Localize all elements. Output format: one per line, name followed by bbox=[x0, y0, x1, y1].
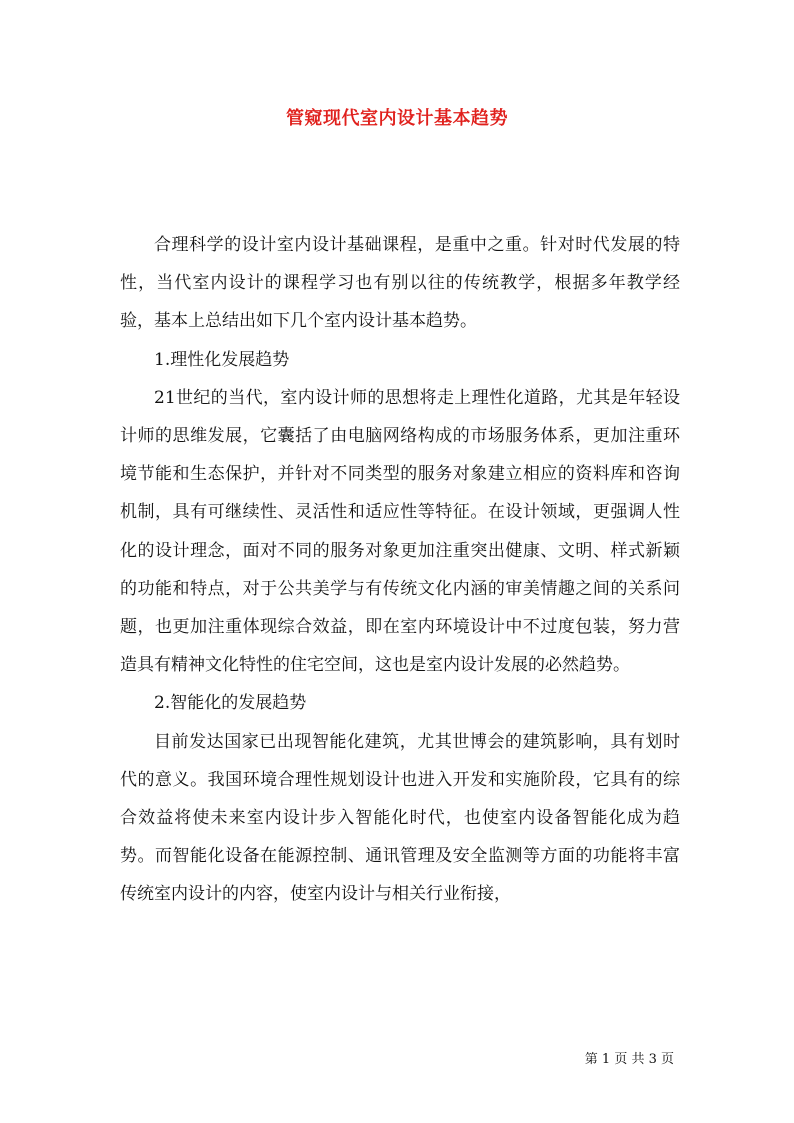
document-title: 管窥现代室内设计基本趋势 bbox=[286, 108, 508, 129]
paragraph-intro: 合理科学的设计室内设计基础课程，是重中之重。针对时代发展的特性，当代室内设计的课程学习也有别以往的传统教学，根据多年教学经验，基本上总结出如下几个室内设计基本趋势。 bbox=[120, 235, 680, 332]
document-body bbox=[120, 226, 680, 914]
paragraph-section-2: 目前发达国家已出现智能化建筑，尤其世博会的建筑影响，具有划时代的意义。我国环境合理性规划设计也进入开发和实施阶段，它具有的综合效益将使未来室内设计步入智能化时代，也使室内设备智能化成为趋势。而智能化设备在能源控制、通讯管理及安全监测等方面的功能将丰富传统室内设计的内容，使室内设计与相关行业衔接， bbox=[120, 731, 680, 905]
paragraph-section-1: 21世纪的当代，室内设计师的思想将走上理性化道路，尤其是年轻设计师的思维发展，它囊括了由电脑网络构成的市场服务体系，更加注重环境节能和生态保护，并针对不同类型的服务对象建立相应的资料库和咨询机制，具有可继续性、灵活性和适应性等特征。在设计领域，更强调人性化的设计理念，面对不同的服务对象更加注重突出健康、文明、样式新颖的功能和特点，对于公共美学与有传统文化内涵的审美情趣之间的关系问题，也更加注重体现综合效益，即在室内环境设计中不过度包装，努力营造具有精神文化特性的住宅空间，这也是室内设计发展的必然趋势。 bbox=[120, 387, 680, 676]
page-number: 第 1 页 共 3 页 bbox=[584, 1052, 674, 1067]
section-heading-2: 2.智能化的发展趋势 bbox=[154, 693, 307, 714]
section-heading-1: 1.理性化发展趋势 bbox=[154, 349, 290, 370]
